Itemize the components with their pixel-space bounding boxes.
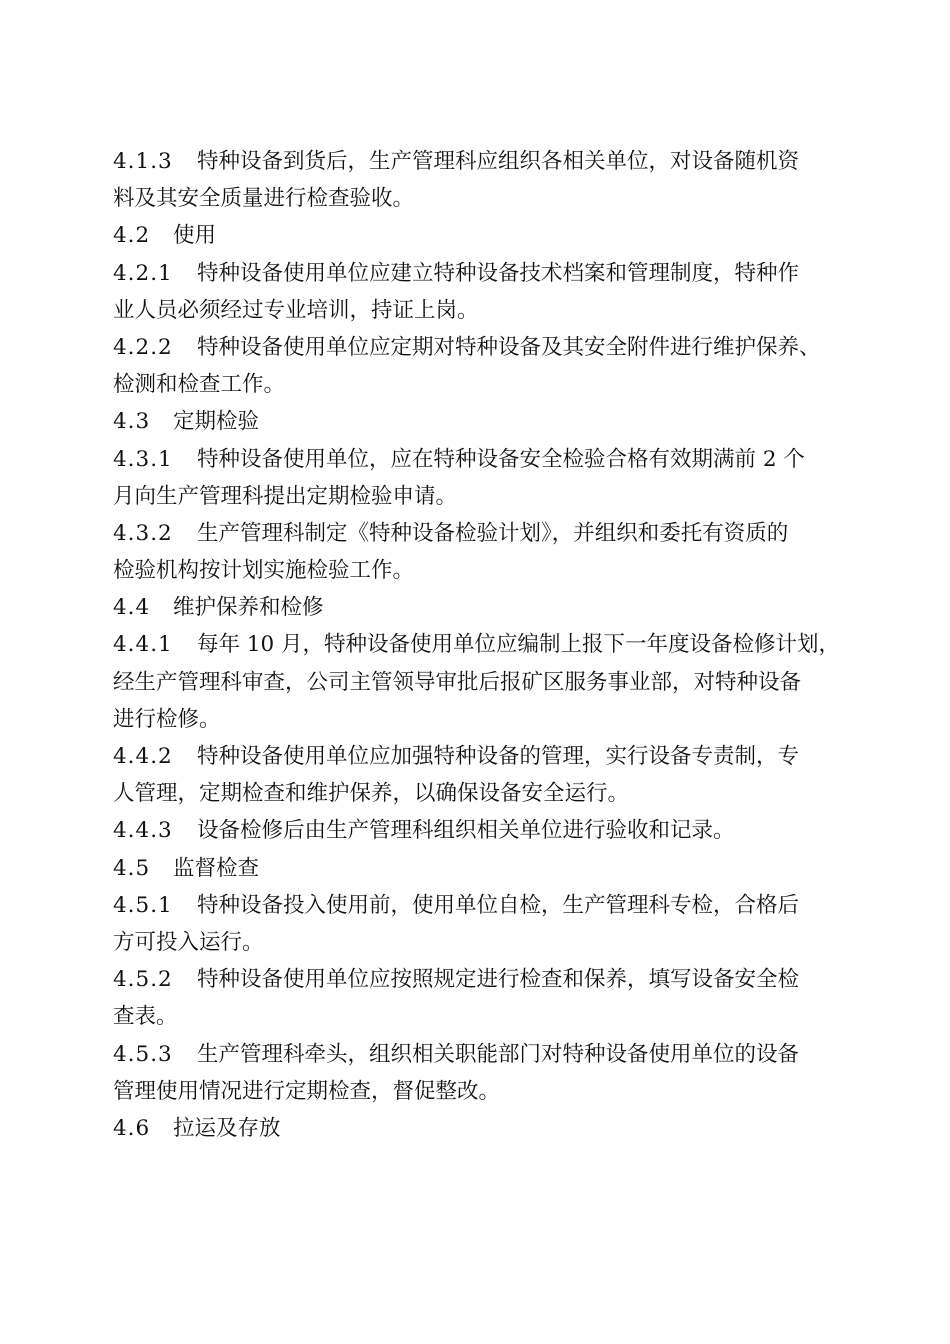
clause-4-3-2-line-2: 检验机构按计划实施检验工作。 [113, 558, 415, 584]
clause-text: 特种设备到货后，生产管理科应组织各相关单位，对设备随机资 [197, 149, 800, 174]
clause-text: 特种设备使用单位，应在特种设备安全检验合格有效期满前 2 个 [197, 446, 805, 472]
section-title: 使用 [173, 223, 217, 249]
section-4-3-heading [113, 403, 843, 440]
clause-number: 4.5.1 [113, 892, 173, 918]
section-4-2-heading [113, 217, 843, 254]
clause-4-4-2-line-1 [113, 738, 843, 775]
clause-4-4-2-line-2: 人管理，定期检查和维护保养，以确保设备安全运行。 [113, 781, 630, 807]
clause-4-5-2-line-2: 查表。 [113, 1004, 178, 1030]
section-4-4-heading [113, 589, 843, 626]
clause-number: 4.2.1 [113, 260, 173, 286]
clause-number: 4.3.1 [113, 446, 173, 472]
clause-4-1-3-line-2: 料及其安全质量进行检查验收。 [113, 186, 415, 212]
clause-4-5-3-line-2: 管理使用情况进行定期检查，督促整改。 [113, 1078, 501, 1104]
clause-text: 设备检修后由生产管理科组织相关单位进行验收和记录。 [197, 818, 735, 844]
clause-number: 4.5.2 [113, 967, 173, 993]
clause-text: 生产管理科牵头，组织相关职能部门对特种设备使用单位的设备 [197, 1041, 800, 1067]
clause-4-1-3-line-1 [113, 143, 843, 180]
section-title: 定期检验 [173, 409, 260, 435]
section-number: 4.5 [113, 855, 151, 881]
clause-4-2-1-line-1 [113, 255, 843, 292]
clause-4-4-3-line-1 [113, 812, 843, 849]
section-4-5-heading [113, 850, 843, 887]
clause-4-3-1-line-2: 月向生产管理科提出定期检验申请。 [113, 483, 458, 509]
clause-number: 4.2.2 [113, 334, 173, 360]
clause-number: 4.1.3 [113, 149, 173, 174]
clause-4-4-1-line-1 [113, 626, 843, 663]
clause-text: 特种设备投入使用前，使用单位自检，生产管理科专检，合格后 [197, 892, 800, 918]
clause-text: 每年 10 月，特种设备使用单位应编制上报下一年度设备检修计划， [197, 632, 841, 658]
clause-4-2-2-line-2: 检测和检查工作。 [113, 372, 286, 398]
section-title: 监督检查 [173, 855, 260, 881]
clause-4-4-1-line-3: 进行检修。 [113, 706, 221, 732]
clause-4-5-1-line-2: 方可投入运行。 [113, 929, 264, 955]
clause-4-3-1-line-1 [113, 441, 843, 478]
clause-4-5-2-line-1 [113, 961, 843, 998]
section-title: 拉运及存放 [173, 1115, 281, 1141]
document-body [113, 143, 843, 1147]
clause-number: 4.4.3 [113, 818, 173, 844]
clause-number: 4.3.2 [113, 520, 173, 546]
clause-4-2-2-line-1 [113, 329, 843, 366]
clause-4-4-1-line-2: 经生产管理科审查，公司主管领导审批后报矿区服务事业部，对特种设备 [113, 669, 802, 695]
section-number: 4.6 [113, 1115, 151, 1141]
section-number: 4.2 [113, 223, 151, 249]
section-4-6-heading [113, 1110, 843, 1147]
clause-number: 4.4.1 [113, 632, 173, 658]
clause-number: 4.5.3 [113, 1041, 173, 1067]
clause-4-5-3-line-1 [113, 1036, 843, 1073]
clause-4-5-1-line-1 [113, 887, 843, 924]
clause-4-2-1-line-2: 业人员必须经过专业培训，持证上岗。 [113, 297, 479, 323]
clause-text: 生产管理科制定《特种设备检验计划》，并组织和委托有资质的 [197, 520, 789, 546]
section-number: 4.4 [113, 595, 151, 621]
clause-4-3-2-line-1 [113, 515, 843, 552]
clause-text: 特种设备使用单位应定期对特种设备及其安全附件进行维护保养、 [197, 334, 821, 360]
section-number: 4.3 [113, 409, 151, 435]
clause-text: 特种设备使用单位应建立特种设备技术档案和管理制度，特种作 [197, 260, 800, 286]
clause-number: 4.4.2 [113, 744, 173, 769]
section-title: 维护保养和检修 [173, 595, 324, 621]
clause-text: 特种设备使用单位应按照规定进行检查和保养，填写设备安全检 [197, 967, 800, 993]
clause-text: 特种设备使用单位应加强特种设备的管理，实行设备专责制，专 [197, 744, 800, 769]
